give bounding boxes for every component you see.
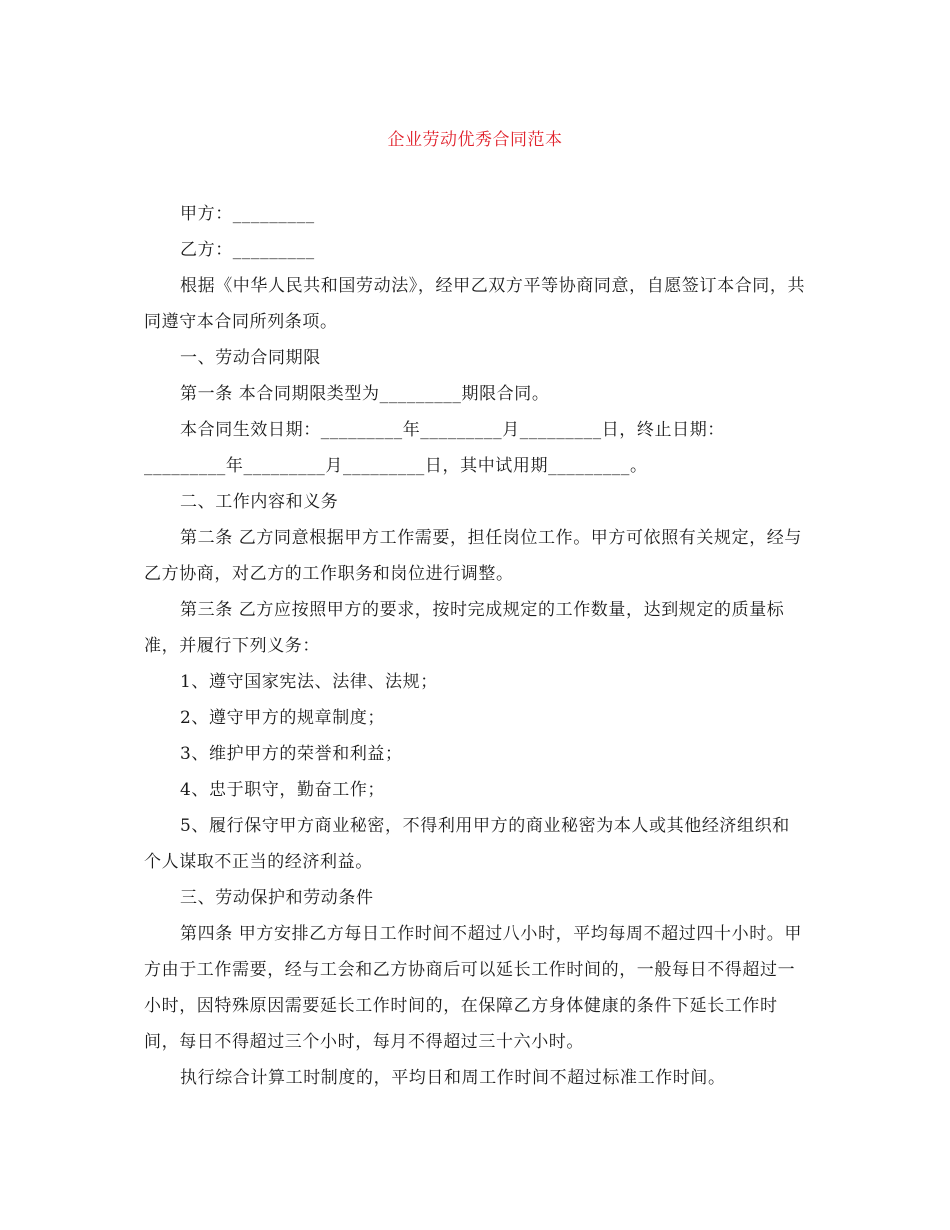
document-title: 企业劳动优秀合同范本 — [387, 130, 563, 150]
obligation-item-4: 4、忠于职守，勤奋工作； — [180, 780, 386, 800]
obligation-item-5: 5、履行保守甲方商业秘密，不得利用甲方的商业秘密为本人或其他经济组织和个人谋取不正当的经济利益。 — [144, 816, 790, 872]
section-heading-3: 三、劳动保护和劳动条件 — [180, 888, 374, 908]
preamble-paragraph: 根据《中华人民共和国劳动法》，经甲乙双方平等协商同意，自愿签订本合同，共同遵守本合同所列条项。 — [144, 276, 806, 332]
section-heading-2: 二、工作内容和义务 — [180, 492, 339, 512]
article-1: 第一条 本合同期限类型为_________期限合同。 — [180, 384, 550, 404]
party-a-line: 甲方：_________ — [180, 204, 315, 224]
obligation-item-1: 1、遵守国家宪法、法律、法规； — [180, 672, 438, 692]
effective-date-paragraph: 本合同生效日期：_________年_________月_________日，终止日期：_________年_________月_________日，其中试用期_________。 — [144, 420, 725, 476]
party-b-line: 乙方：_________ — [180, 240, 315, 260]
obligation-item-3: 3、维护甲方的荣誉和利益； — [180, 744, 403, 764]
article-3: 第三条 乙方应按照甲方的要求，按时完成规定的工作数量，达到规定的质量标准，并履行下列义务： — [144, 600, 785, 656]
article-4: 第四条 甲方安排乙方每日工作时间不超过八小时，平均每周不超过四十小时。甲方由于工作需要，经与工会和乙方协商后可以延长工作时间的，一般每日不得超过一小时，因特殊原因需要延长工作时间的，在保障乙方身体健康的条件下延长工作时间，每日不得超过三个小时，每月不得超过三十六小时。 — [144, 924, 803, 1052]
document-body — [144, 196, 806, 1096]
comprehensive-hours-paragraph: 执行综合计算工时制度的，平均日和周工作时间不超过标准工作时间。 — [180, 1068, 726, 1088]
article-2: 第二条 乙方同意根据甲方工作需要，担任岗位工作。甲方可依照有关规定，经与乙方协商，对乙方的工作职务和岗位进行调整。 — [144, 528, 803, 584]
section-heading-1: 一、劳动合同期限 — [180, 348, 321, 368]
obligation-item-2: 2、遵守甲方的规章制度； — [180, 708, 386, 728]
